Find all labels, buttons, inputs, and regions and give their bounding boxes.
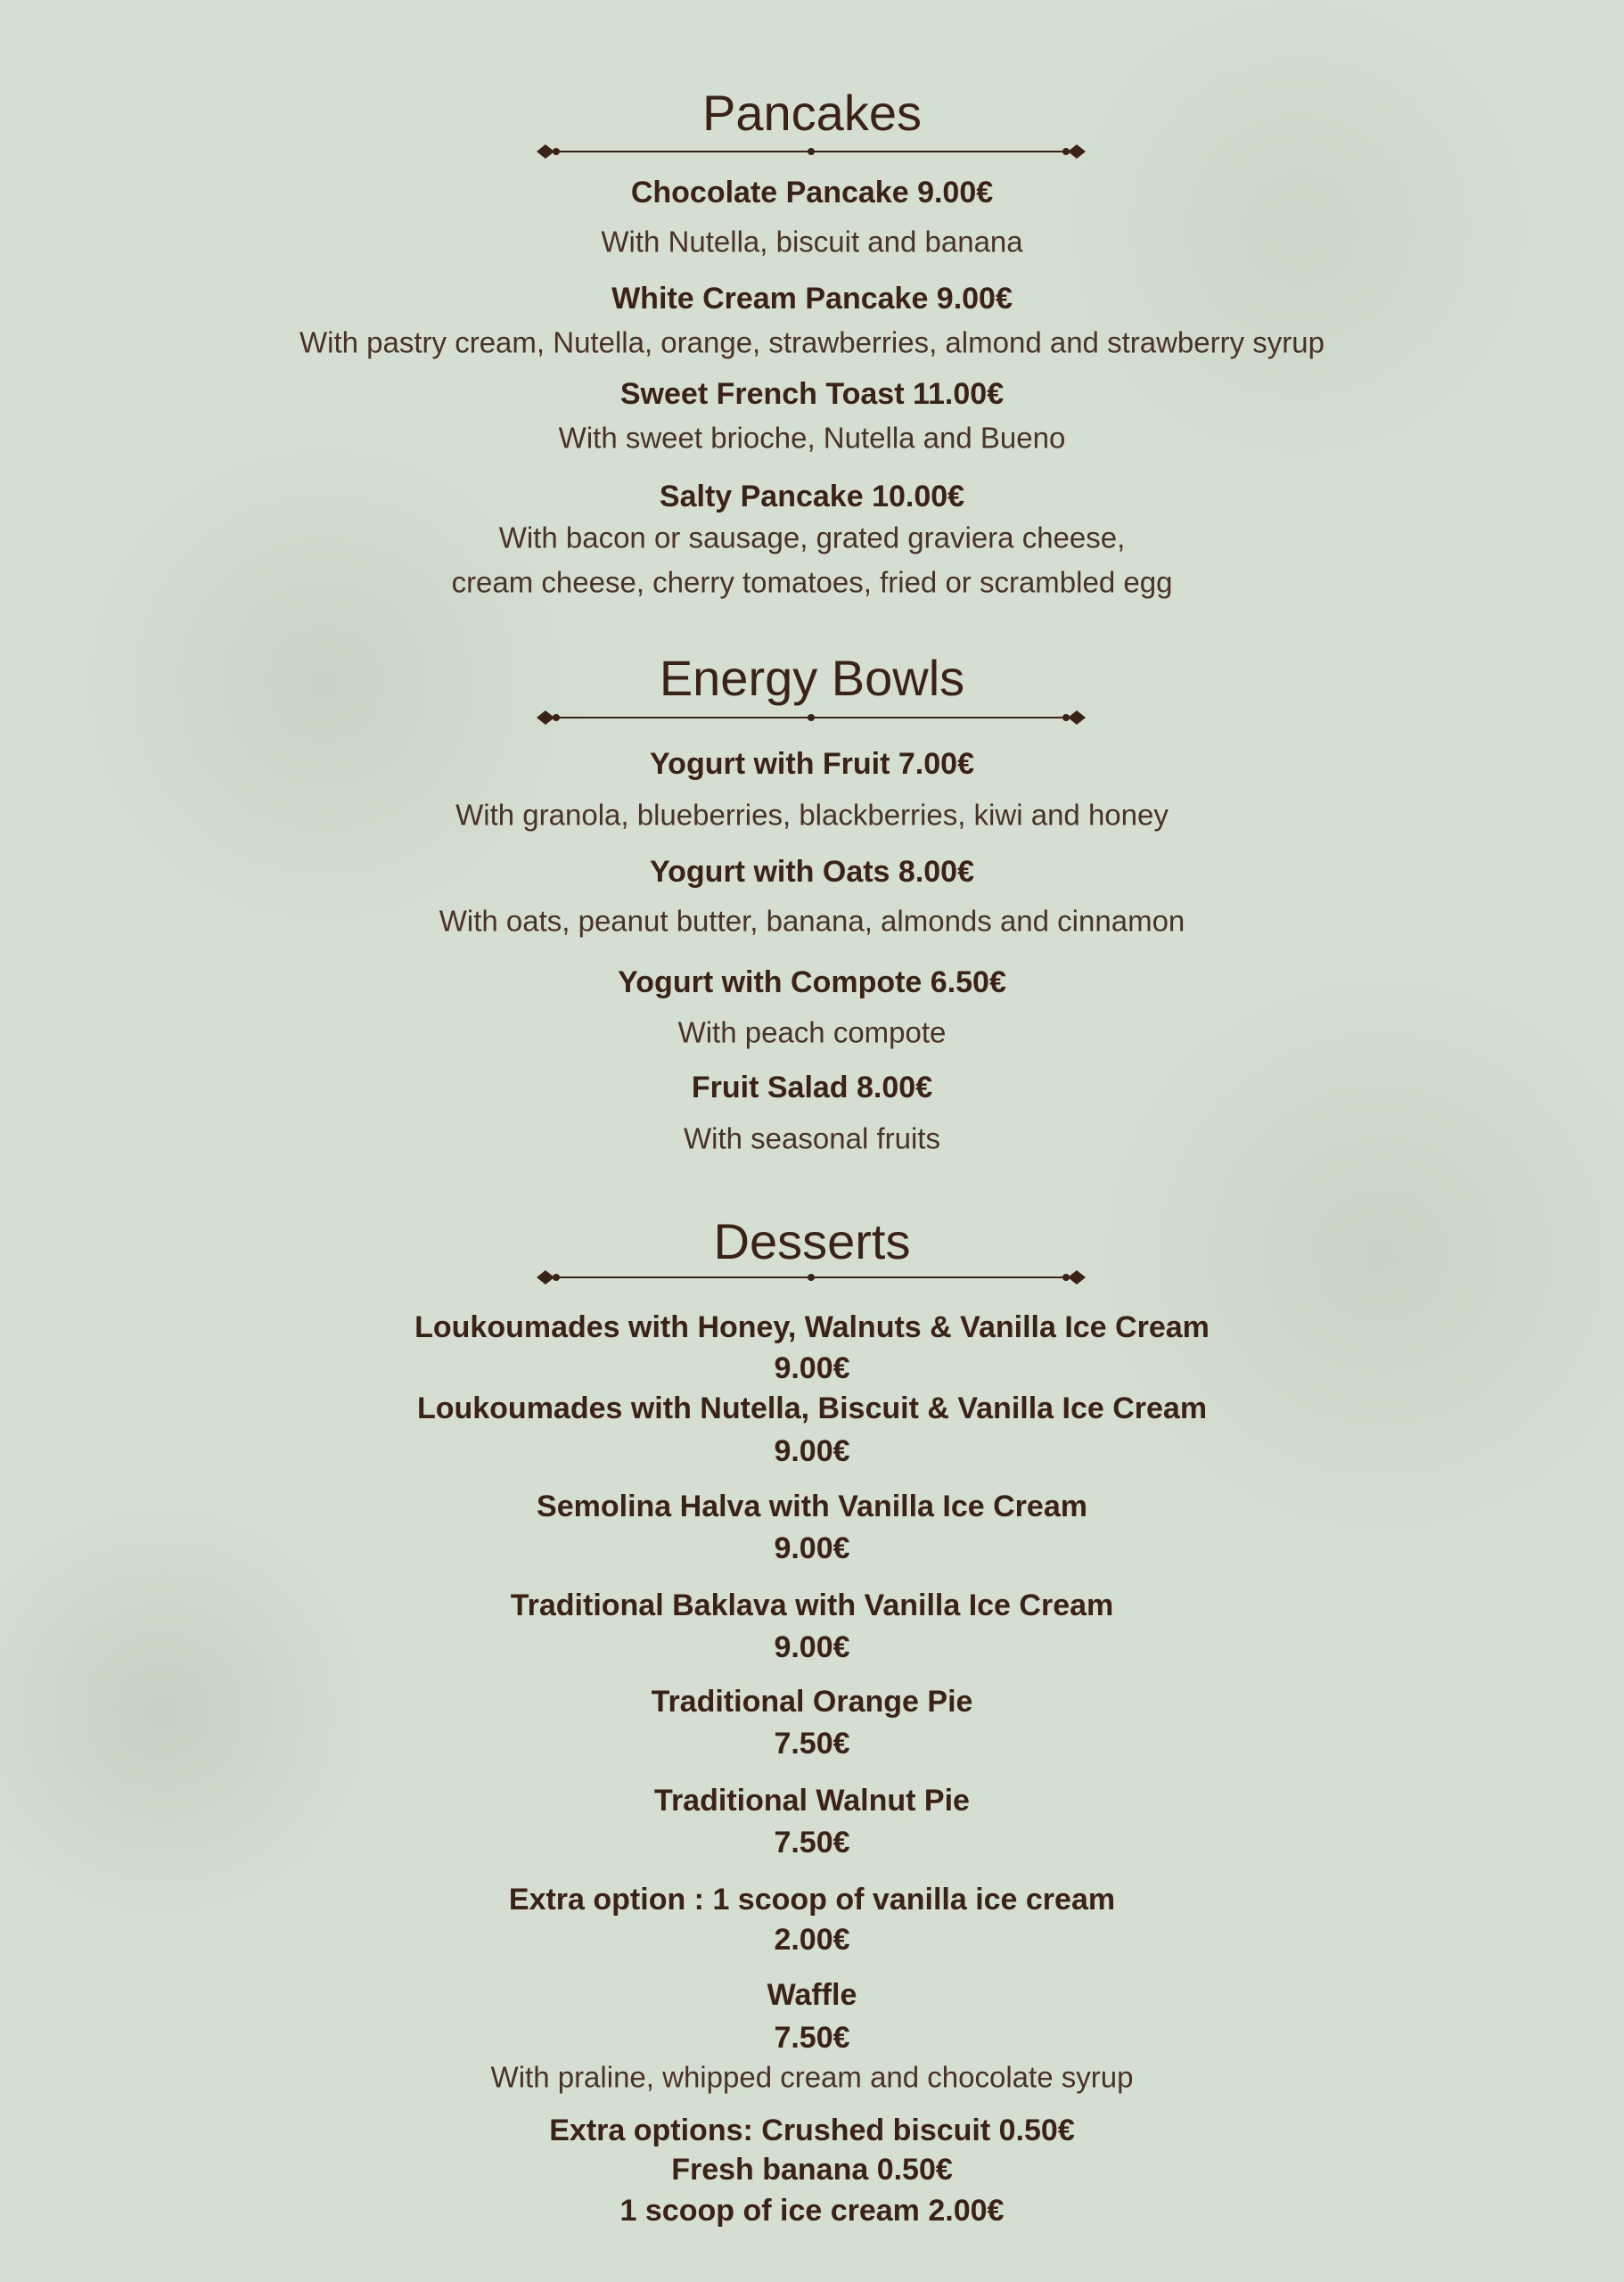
menu-item-price: 7.50€ (774, 2021, 850, 2055)
menu-item-price: 2.00€ (774, 1923, 850, 1957)
section-title-pancakes: Pancakes (702, 85, 922, 141)
ornament-divider (535, 1267, 1087, 1288)
menu-item-price: 9.00€ (774, 1630, 850, 1664)
menu-item-price: 9.00€ (774, 1531, 850, 1565)
menu-item-desc: With Nutella, biscuit and banana (601, 225, 1023, 259)
menu-item-name: Sweet French Toast 11.00€ (619, 377, 1005, 411)
menu-item-desc: With sweet brioche, Nutella and Bueno (558, 421, 1066, 455)
menu-item-desc: With praline, whipped cream and chocolate syrup (490, 2060, 1134, 2094)
menu-item-price: 7.50€ (774, 1727, 850, 1761)
menu-item-name: Loukoumades with Honey, Walnuts & Vanilla Ice Cream (414, 1310, 1210, 1344)
menu-item-desc: With bacon or sausage, grated graviera cheese, (498, 521, 1126, 554)
menu-item-desc: With seasonal fruits (684, 1121, 940, 1155)
menu-item-desc: cream cheese, cherry tomatoes, fried or scrambled egg (451, 565, 1173, 599)
menu-item-desc: With pastry cream, Nutella, orange, strawberries, almond and strawberry syrup (299, 325, 1325, 359)
menu-item-name: Chocolate Pancake 9.00€ (630, 176, 994, 209)
menu-item-name: Extra option : 1 scoop of vanilla ice cream (508, 1883, 1116, 1917)
menu-item-desc: With granola, blueberries, blackberries, kiwi and honey (455, 798, 1169, 832)
menu-item-name: Fruit Salad 8.00€ (691, 1071, 933, 1104)
ornament-divider (535, 707, 1087, 728)
extra-option: Extra options: Crushed biscuit 0.50€ (549, 2114, 1075, 2147)
menu-item-name: Salty Pancake 10.00€ (659, 480, 965, 513)
menu-item-desc: With oats, peanut butter, banana, almonds and cinnamon (439, 904, 1185, 938)
extra-option: 1 scoop of ice cream 2.00€ (619, 2194, 1005, 2228)
menu-item-name: Traditional Orange Pie (651, 1685, 973, 1719)
ornament-divider (535, 141, 1087, 162)
extra-option: Fresh banana 0.50€ (671, 2153, 953, 2187)
section-title-energy-bowls: Energy Bowls (659, 650, 965, 706)
menu-item-name: Yogurt with Oats 8.00€ (649, 855, 974, 889)
menu-item-name: Yogurt with Compote 6.50€ (618, 965, 1006, 999)
menu-item-name: Semolina Halva with Vanilla Ice Cream (537, 1490, 1087, 1523)
menu-item-name: White Cream Pancake 9.00€ (611, 282, 1013, 316)
menu-item-name: Traditional Walnut Pie (654, 1784, 970, 1818)
menu-item-desc: With peach compote (677, 1015, 947, 1049)
menu-item-price: 7.50€ (774, 1826, 850, 1859)
menu-item-name: Yogurt with Fruit 7.00€ (650, 747, 974, 781)
menu-item-name: Traditional Baklava with Vanilla Ice Cream (510, 1588, 1114, 1622)
section-title-desserts: Desserts (713, 1213, 911, 1269)
menu-item-name: Waffle (767, 1978, 857, 2012)
menu-item-price: 9.00€ (774, 1434, 850, 1468)
menu-item-price: 9.00€ (774, 1351, 850, 1385)
menu-item-name: Loukoumades with Nutella, Biscuit & Vanilla Ice Cream (416, 1391, 1208, 1425)
